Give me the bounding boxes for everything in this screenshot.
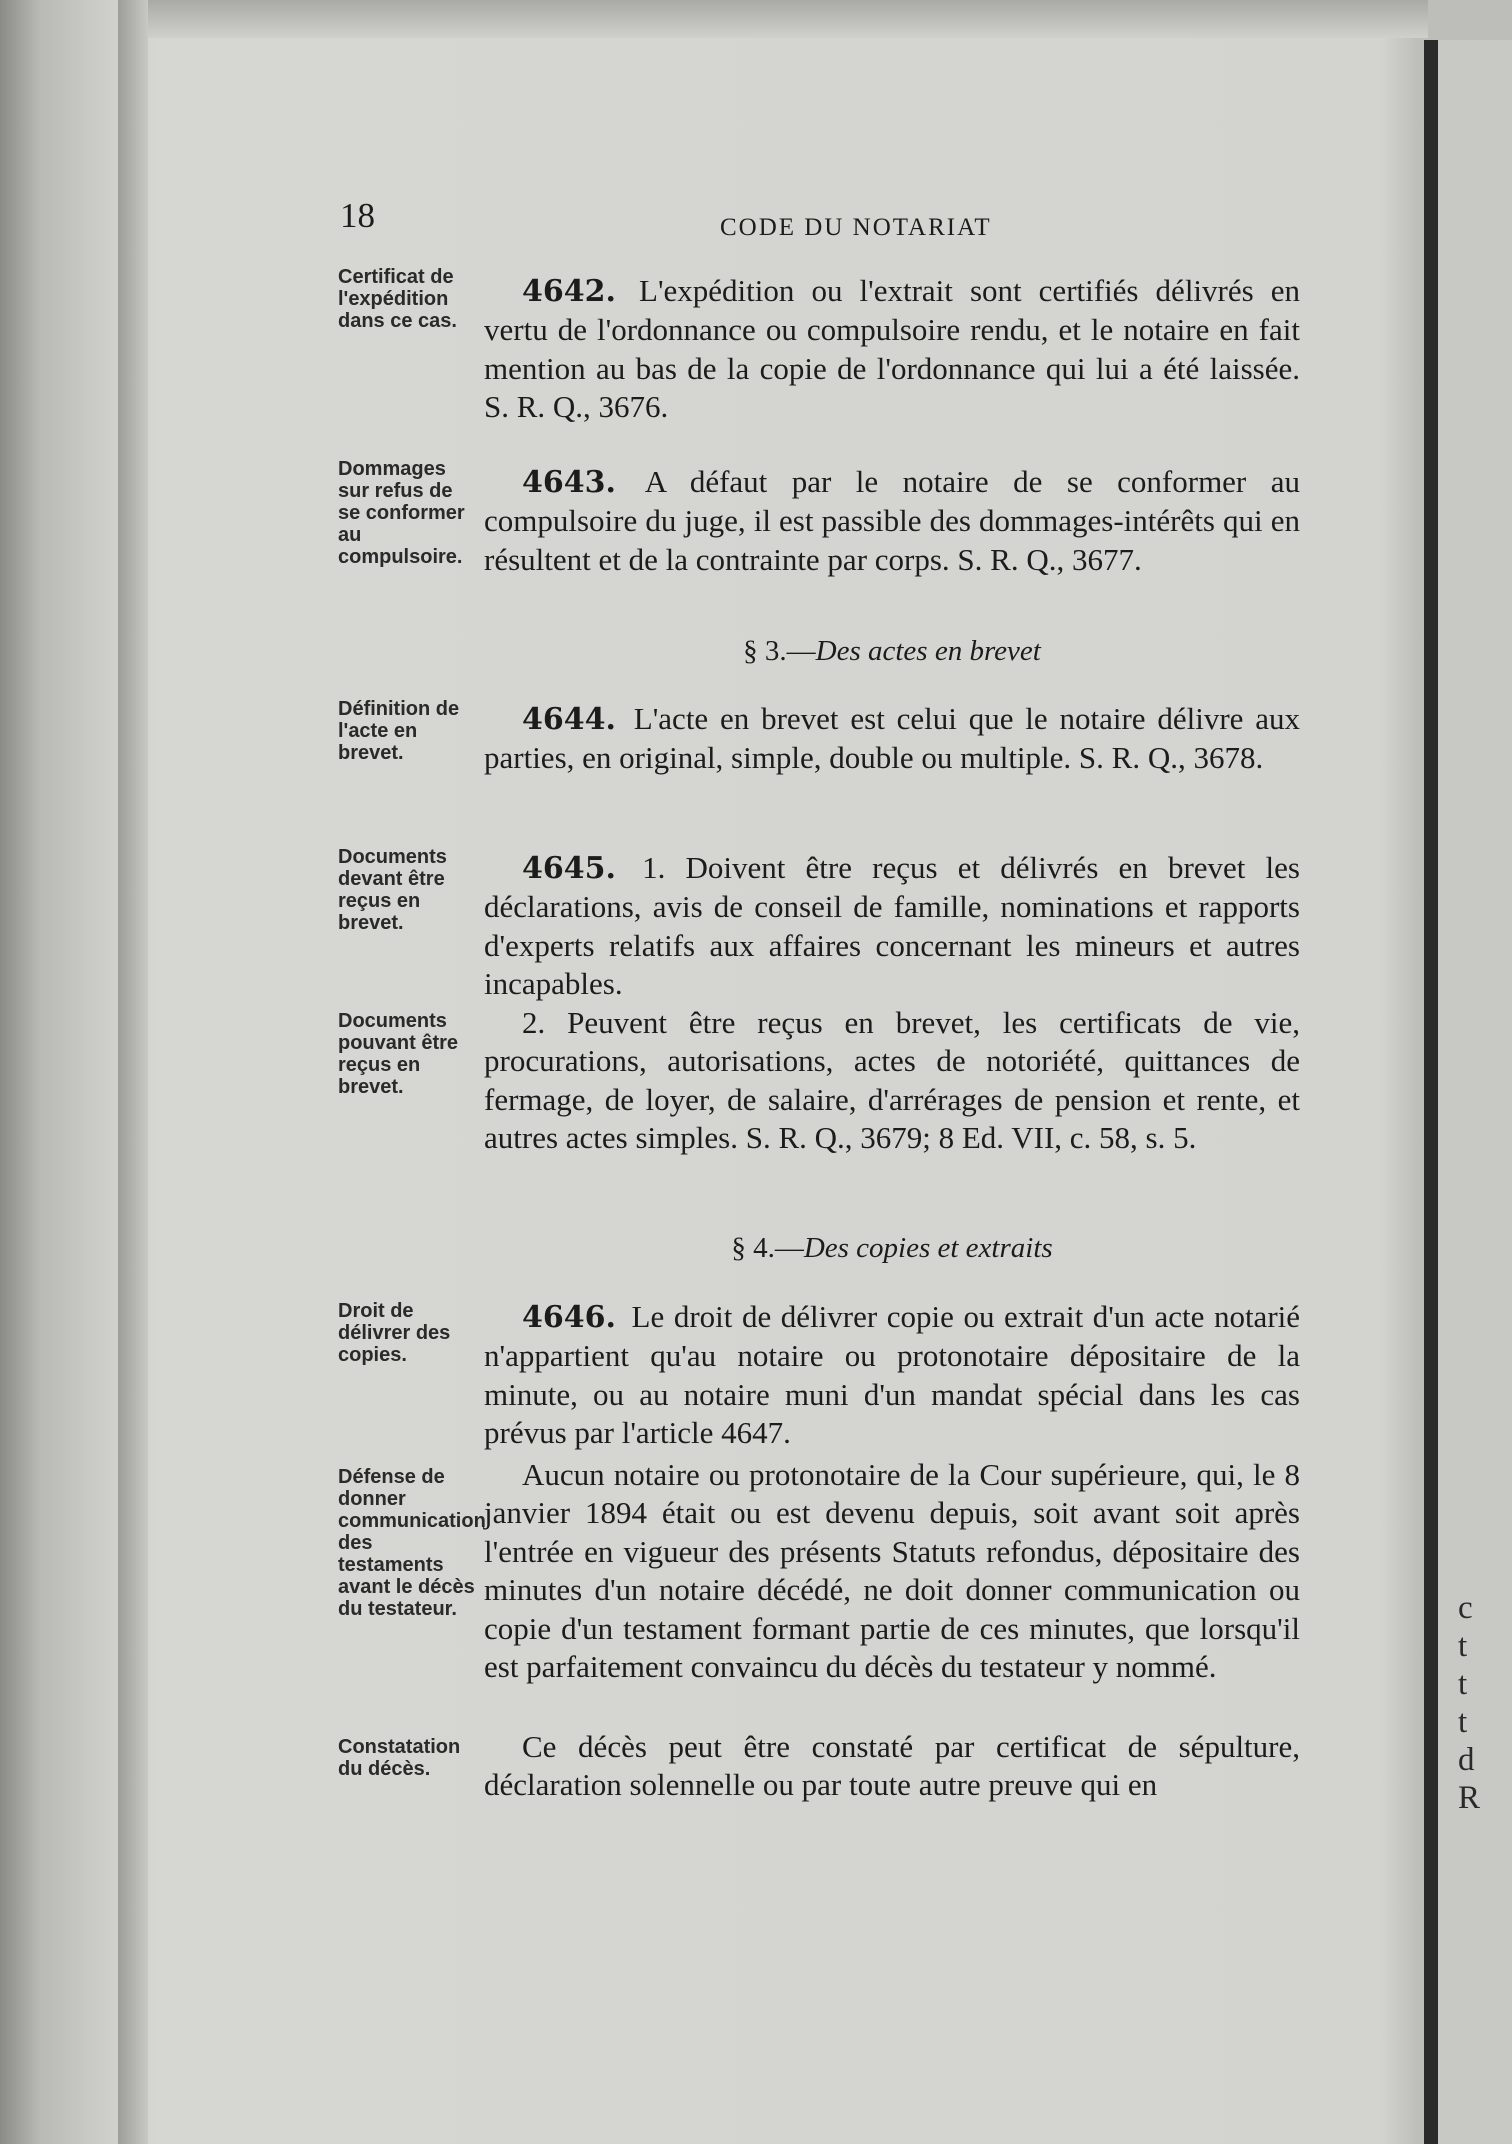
- margin-note: Documents devant être reçus en brevet.: [338, 846, 447, 934]
- facing-page-edge: [1438, 40, 1512, 2144]
- margin-note: Certificat de l'expédition dans ce cas.: [338, 266, 457, 332]
- margin-note: Dommages sur refus de se conformer au compulsoire.: [338, 458, 465, 568]
- section-mark: § 4.—: [731, 1232, 804, 1264]
- article-4646-paragraph-3: [484, 1728, 1300, 1805]
- article-text: L'acte en brevet est celui que le notaire délivre aux parties, en original, simple, double ou multiple. S. R. Q., 3678.: [484, 701, 1300, 776]
- article-number: 4645.: [522, 851, 616, 886]
- facing-page-fragment: t: [1458, 1628, 1468, 1664]
- article-text: Le droit de délivrer copie ou extrait d'un acte notarié n'appartient qu'au notaire ou protonotaire dépositaire de la minute, ou au notaire muni d'un mandat spécial dans les cas prévus par l'article 4647.: [484, 1299, 1301, 1451]
- article-text: Aucun notaire ou protonotaire de la Cour supérieure, qui, le 8 janvier 1894 était ou est devenu depuis, soit avant soit après l'entrée en vigueur des présents Statuts refondus, dépositaire des minutes d'un notaire décédé, ne doit donner communication ou copie d'un testament formant partie de ces minutes, que lorsqu'il est parfaitement convaincu du décès du testateur y nommé.: [484, 1457, 1300, 1685]
- article-text: 1. Doivent être reçus et délivrés en brevet les déclarations, avis de conseil de famille, nominations et rapports d'experts relatifs aux affaires concernant les mineurs et autres incapables.: [484, 850, 1300, 1002]
- article-number: 4642.: [522, 274, 616, 309]
- facing-page-fragment: t: [1458, 1666, 1468, 1702]
- section-mark: § 3.—: [743, 635, 816, 667]
- article-number: 4644.: [522, 702, 616, 737]
- article-text: L'expédition ou l'extrait sont certifiés délivrés en vertu de l'ordonnance ou compulsoire rendu, et le notaire en fait mention au bas de la copie de l'ordonnance qui lui a été laissée. S. R. Q., 3676.: [484, 273, 1301, 425]
- margin-note: Défense de donner communication des testaments avant le décès du testateur.: [338, 1466, 486, 1620]
- section-heading: [484, 635, 1300, 668]
- section-title: Des copies et extraits: [803, 1232, 1053, 1264]
- page-stack-edge-left: [118, 0, 148, 2144]
- article-4646-paragraph-2: [484, 1456, 1300, 1686]
- facing-page-fragment: c: [1458, 1590, 1473, 1626]
- facing-page-fragment: t: [1458, 1704, 1468, 1740]
- section-title: Des actes en brevet: [815, 635, 1041, 667]
- article-number: 4646.: [522, 1300, 616, 1335]
- article-text: A défaut par le notaire de se conformer au compulsoire du juge, il est passible des dommages-intérêts qui en résultent et de la contrainte par corps. S. R. Q., 3677.: [484, 464, 1300, 577]
- margin-note: Définition de l'acte en brevet.: [338, 698, 460, 764]
- margin-note: Droit de délivrer des copies.: [338, 1300, 451, 1366]
- facing-page-fragment: d: [1458, 1742, 1475, 1778]
- article-number: 4643.: [522, 465, 616, 500]
- page-number: 18: [340, 196, 375, 235]
- article-4645-paragraph-2: [484, 1004, 1300, 1158]
- section-heading: [484, 1232, 1300, 1265]
- article-4645-paragraph-1: [484, 849, 1300, 1004]
- margin-note: Documents pouvant être reçus en brevet.: [338, 1010, 459, 1098]
- page-stack-edge-top: [148, 0, 1428, 38]
- article-4642: [484, 272, 1300, 427]
- article-4643: [484, 463, 1300, 579]
- article-text: 2. Peuvent être reçus en brevet, les certificats de vie, procurations, autorisations, actes de notoriété, quittances de fermage, de loyer, de salaire, d'arrérages de pension et rente, et autres actes simples. S. R. Q., 3679; 8 Ed. VII, c. 58, s. 5.: [484, 1005, 1300, 1156]
- running-head: CODE DU NOTARIAT: [720, 214, 992, 241]
- margin-note: Constatation du décès.: [338, 1736, 461, 1780]
- book-gutter: [1424, 40, 1438, 2144]
- article-text: Ce décès peut être constaté par certificat de sépulture, déclaration solennelle ou par toute autre preuve qui en: [484, 1729, 1300, 1803]
- facing-page-fragment: R: [1458, 1780, 1481, 1816]
- article-4646: [484, 1298, 1300, 1453]
- article-4644: [484, 700, 1300, 778]
